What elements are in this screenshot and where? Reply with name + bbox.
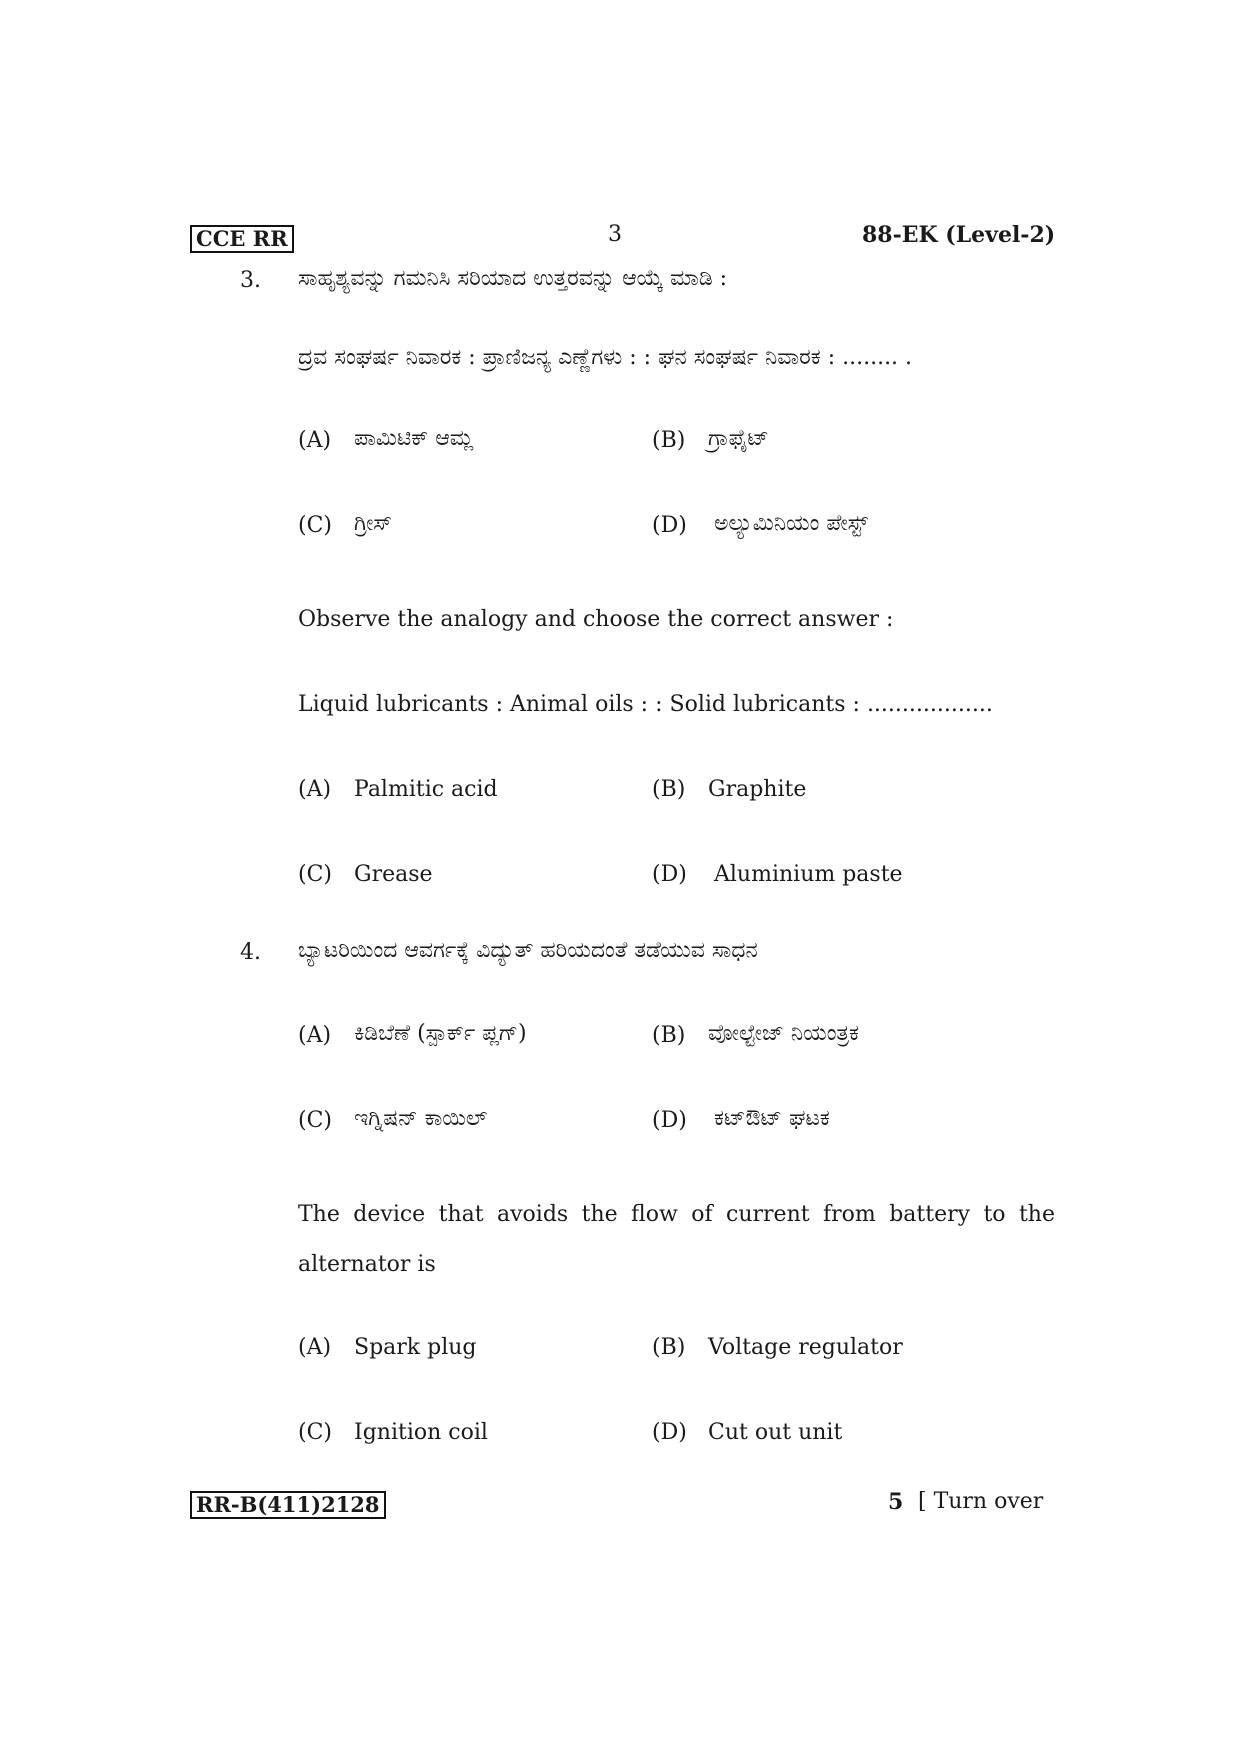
option-text: Cut out unit [708, 1420, 843, 1445]
option-text: Grease [354, 862, 433, 887]
option-text: ಅಲ್ಯುಮಿನಿಯಂ ಪೇಸ್ಟ್ [714, 511, 869, 536]
option-text: Spark plug [354, 1335, 477, 1360]
option-label: (D) [652, 1420, 687, 1445]
question-number: 3. [240, 268, 261, 293]
option-text: ವೋಲ್ಟೇಜ್ ನಿಯಂತ್ರಕ [708, 1021, 859, 1046]
analogy-kannada: ದ್ರವ ಸಂಘರ್ಷ ನಿವಾರಕ : ಪ್ರಾಣಿಜನ್ಯ ಎಣ್ಣೆಗಳು : : ಘನ ಸಂಘರ್ಷ ನಿವಾರಕ : ........ . [298, 345, 913, 370]
option-label: (B) [652, 428, 686, 453]
question-prompt-english: The device that avoids the flow of current from battery to the alternator is [298, 1202, 1055, 1277]
option-text: Voltage regulator [708, 1335, 903, 1360]
option-label: (B) [652, 777, 686, 802]
option-label: (B) [652, 1023, 686, 1048]
option-text: ಪಾಮಿಟಿಕ್ ಆಮ್ಲ [354, 426, 474, 451]
header-left-code: CCE RR [190, 225, 294, 253]
option-text: ಗ್ರೀಸ್ [354, 511, 393, 536]
analogy-english: Liquid lubricants : Animal oils : : Solid lubricants : .................. [298, 692, 993, 717]
question-number: 4. [240, 940, 261, 965]
option-text: ಕಿಡಿಬೆಣೆ (ಸ್ಪಾರ್ಕ್ ಪ್ಲಗ್) [354, 1021, 527, 1046]
option-label: (A) [298, 1335, 332, 1360]
option-label: (D) [652, 513, 687, 538]
option-text: Ignition coil [354, 1420, 488, 1445]
option-text: ಕಟ್‌ಔಟ್ ಘಟಕ [714, 1106, 830, 1131]
option-label: (C) [298, 1108, 332, 1133]
option-label: (D) [652, 1108, 687, 1133]
question-prompt-kannada: ಬ್ಯಾಟರಿಯಿಂದ ಆವರ್ಗಕ್ಕೆ ವಿದ್ಯುತ್ ಹರಿಯದಂತೆ ತಡೆಯುವ ಸಾಧನ [298, 938, 758, 963]
turn-over-label: [ Turn over [918, 1489, 1044, 1514]
option-text: ಇಗ್ನಿಷನ್ ಕಾಯಿಲ್ [354, 1106, 488, 1131]
question-prompt-english: Observe the analogy and choose the correct answer : [298, 607, 894, 632]
option-label: (A) [298, 1023, 332, 1048]
page-number: 3 [608, 222, 622, 247]
option-label: (C) [298, 513, 332, 538]
option-text: Aluminium paste [714, 862, 903, 887]
option-label: (C) [298, 1420, 332, 1445]
option-label: (C) [298, 862, 332, 887]
option-label: (A) [298, 428, 332, 453]
option-text: Graphite [708, 777, 807, 802]
option-label: (A) [298, 777, 332, 802]
option-label: (B) [652, 1335, 686, 1360]
footer-left-code: RR-B(411)2128 [190, 1491, 386, 1519]
footer-page-number: 5 [888, 1489, 904, 1515]
option-text: Palmitic acid [354, 777, 498, 802]
question-prompt-kannada: ಸಾಹೃಶ್ಯವನ್ನು ಗಮನಿಸಿ ಸರಿಯಾದ ಉತ್ತರವನ್ನು ಆಯ್ಕೆ ಮಾಡಿ : [298, 266, 728, 291]
option-label: (D) [652, 862, 687, 887]
header-right-code: 88-EK (Level-2) [862, 222, 1056, 248]
option-text: ಗ್ರಾಫೈಟ್ [708, 426, 769, 451]
